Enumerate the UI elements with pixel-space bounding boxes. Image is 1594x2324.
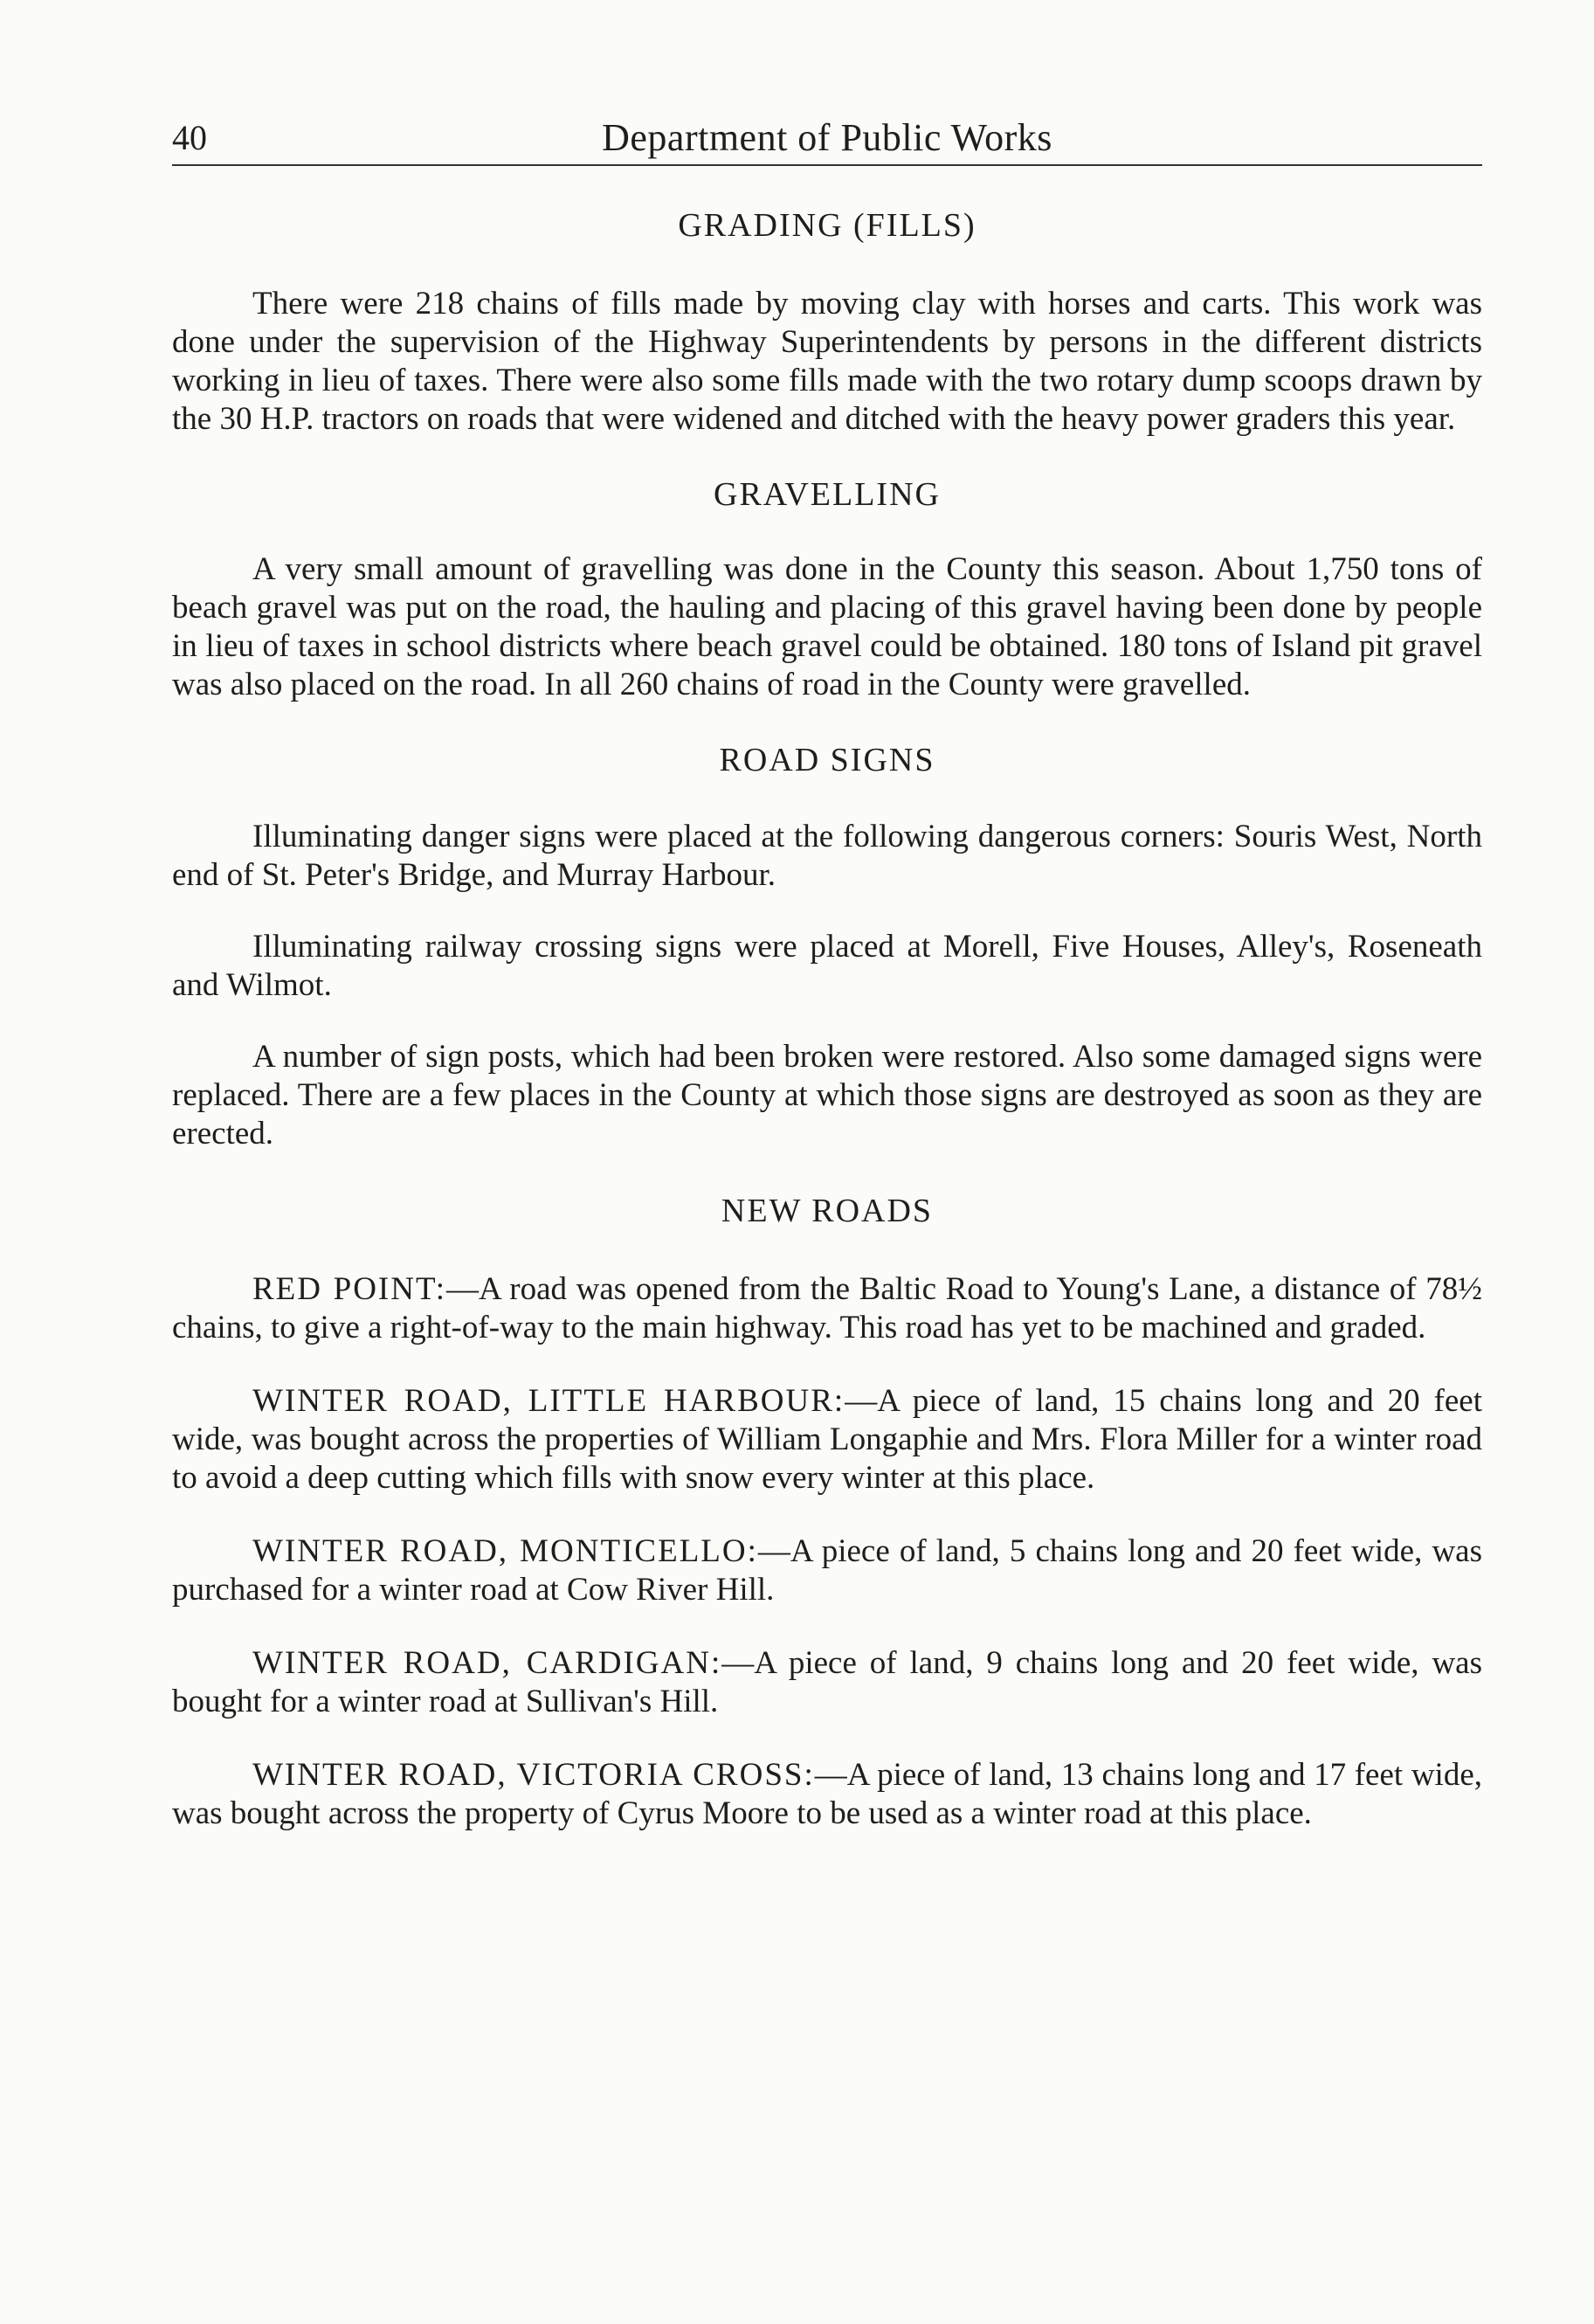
section-heading-gravelling: GRAVELLING: [714, 476, 941, 513]
paragraph-lead: RED POINT:: [252, 1271, 446, 1307]
paragraph-road-signs-danger: Illuminating danger signs were placed at the following dangerous corners: Souris West, North end of St. Peter's Bridge, and Murray Harbour.: [172, 819, 1482, 893]
section-heading-new-roads: NEW ROADS: [721, 1193, 934, 1229]
paragraph-winter-road-monticello: [172, 1532, 1482, 1609]
paragraph-lead: WINTER ROAD, CARDIGAN:: [252, 1645, 722, 1681]
section-heading-road-signs: ROAD SIGNS: [719, 742, 935, 778]
paragraph-winter-road-cardigan: [172, 1644, 1482, 1721]
document-page: [172, 103, 1482, 1833]
paragraph-grading: There were 218 chains of fills made by moving clay with horses and carts. This work was done under the supervision of the Highway Superintendents by persons in the different districts working in lieu of taxes. There were also some fills made with the two rotary dump scoops drawn by the 30 H.P. tractors on roads that were widened and ditched with the heavy power graders this year.: [172, 286, 1482, 437]
page-number: 40: [172, 118, 207, 157]
paragraph-red-point: [172, 1270, 1482, 1347]
paragraph-lead: WINTER ROAD, VICTORIA CROSS:: [252, 1757, 815, 1793]
paragraph-text: —A piece of land, 5 chains long and 20 feet wide, was purchased for a winter road at Cow River Hill.: [172, 1533, 1482, 1608]
paragraph-text: —A piece of land, 9 chains long and 20 feet wide, was bought for a winter road at Sullivan's Hill.: [172, 1645, 1482, 1719]
paragraph-gravelling: A very small amount of gravelling was done in the County this season. About 1,750 tons of beach gravel was put on the road, the hauling and placing of this gravel having been done by people in lieu of taxes in school districts where beach gravel could be obtained. 180 tons of Island pit gravel was also placed on the road. In all 260 chains of road in the County were gravelled.: [172, 551, 1482, 702]
paragraph-road-signs-railway: Illuminating railway crossing signs were placed at Morell, Five Houses, Alley's, Roseneath and Wilmot.: [172, 929, 1482, 1003]
paragraph-winter-road-victoria-cross: [172, 1756, 1482, 1833]
running-title: Department of Public Works: [602, 116, 1052, 159]
paragraph-winter-road-little-harbour: [172, 1382, 1482, 1497]
paragraph-lead: WINTER ROAD, LITTLE HARBOUR:: [252, 1383, 845, 1419]
section-heading-grading: GRADING (FILLS): [678, 207, 976, 244]
paragraph-text: —A road was opened from the Baltic Road to Young's Lane, a distance of 78½ chains, to give a right-of-way to the main highway. This road has yet to be machined and graded.: [172, 1271, 1482, 1345]
paragraph-text: —A piece of land, 13 chains long and 17 feet wide, was bought across the property of Cyrus Moore to be used as a winter road at this place.: [172, 1757, 1482, 1831]
paragraph-road-signs-posts: A number of sign posts, which had been broken were restored. Also some damaged signs were replaced. There are a few places in the County at which those signs are destroyed as soon as they are erected.: [172, 1039, 1482, 1152]
paragraph-lead: WINTER ROAD, MONTICELLO:: [252, 1533, 758, 1569]
page-header: [172, 103, 1482, 166]
paragraph-text: —A piece of land, 15 chains long and 20 feet wide, was bought across the properties of William Longaphie and Mrs. Flora Miller for a winter road to avoid a deep cutting which fills with snow every winter at this place.: [172, 1383, 1483, 1496]
